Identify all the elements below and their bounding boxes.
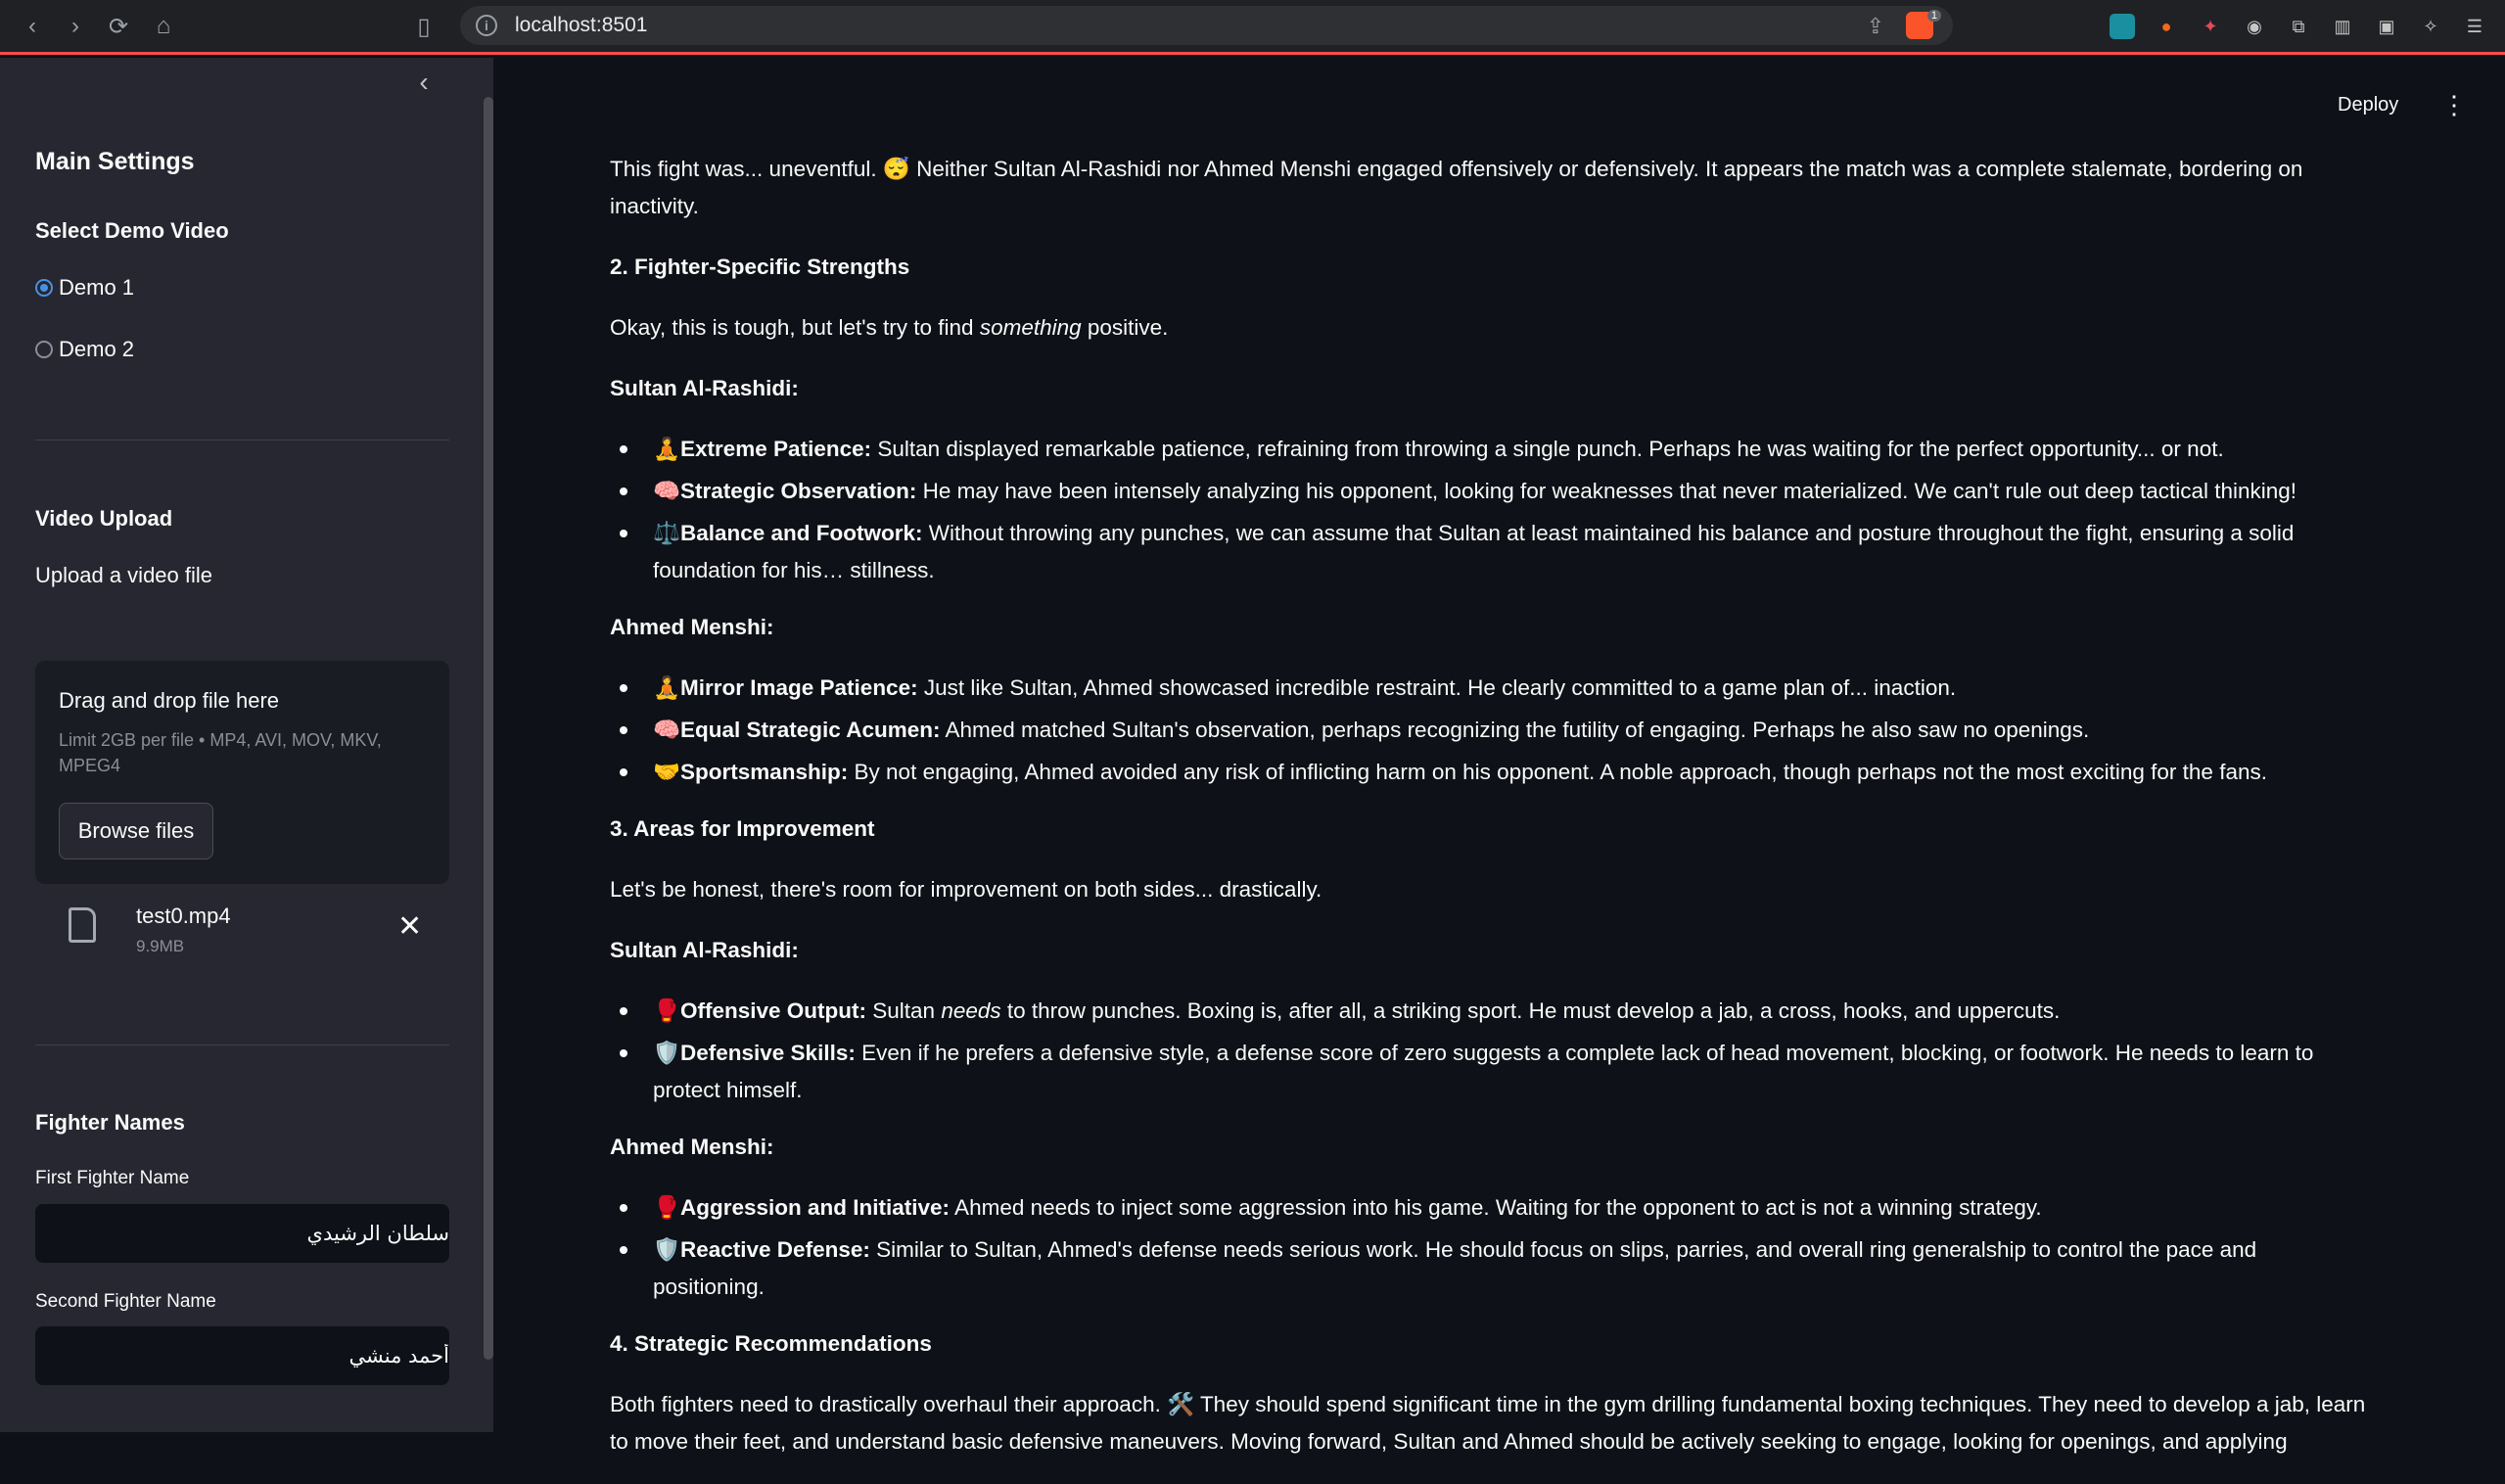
ahmed-improve-list <box>610 1189 2372 1306</box>
extensions-puzzle-icon[interactable]: ⧉ <box>2292 16 2305 36</box>
address-bar[interactable] <box>460 6 1953 45</box>
home-icon[interactable]: ⌂ <box>156 13 171 39</box>
fighter-heading: Ahmed Menshi: <box>610 1135 774 1159</box>
sidebar <box>0 58 493 1432</box>
upload-label: Upload a video file <box>35 563 213 587</box>
fighter-heading: Sultan Al-Rashidi: <box>610 938 799 962</box>
sidebar-toggle-icon[interactable]: ▥ <box>2334 16 2351 36</box>
main-menu-icon[interactable]: ⋮ <box>2441 90 2467 119</box>
boxing-glove-icon: 🥊 <box>653 1195 681 1221</box>
main-settings-heading: Main Settings <box>35 148 195 175</box>
list-item: 🧘Extreme Patience: Sultan displayed remarkable patience, refraining from throwing a single punch. Perhaps he was waiting for the perfect opportunity... or not. <box>610 431 2372 468</box>
meditation-icon: 🧘 <box>653 437 681 462</box>
divider <box>35 440 449 441</box>
fighter-heading: Ahmed Menshi: <box>610 615 774 639</box>
shield-icon: 🛡️ <box>653 1237 681 1263</box>
second-fighter-input[interactable] <box>35 1326 449 1385</box>
extension-4-icon[interactable]: ◉ <box>2247 16 2262 36</box>
reload-icon[interactable]: ⟳ <box>108 13 129 40</box>
ahmed-strengths-list <box>610 670 2372 791</box>
file-dropzone[interactable] <box>35 661 449 884</box>
section-heading: 3. Areas for Improvement <box>610 816 875 841</box>
sultan-strengths-list <box>610 431 2372 589</box>
file-size: 9.9MB <box>136 937 185 955</box>
list-item: 🧘Mirror Image Patience: Just like Sultan, Ahmed showcased incredible restraint. He clearly committed to a game plan of... inaction. <box>610 670 2372 707</box>
remove-file-icon[interactable]: ✕ <box>397 910 423 943</box>
file-name: test0.mp4 <box>136 904 231 928</box>
file-icon <box>69 907 96 943</box>
handshake-icon: 🤝 <box>653 760 681 785</box>
shield-icon: 🛡️ <box>653 1041 681 1066</box>
fighter-names-heading: Fighter Names <box>35 1110 185 1135</box>
select-demo-label: Select Demo Video <box>35 218 229 243</box>
share-icon[interactable]: ⇪ <box>1866 14 1884 38</box>
list-item: 🧠Strategic Observation: He may have been intensely analyzing his opponent, looking for weaknesses that never materialized. We can't rule out deep tactical thinking! <box>610 473 2372 510</box>
paragraph: Let's be honest, there's room for improvement on both sides... drastically. <box>610 877 1322 902</box>
dropzone-limit: Limit 2GB per file • MP4, AVI, MOV, MKV, MPEG4 <box>59 730 382 775</box>
boxing-glove-icon: 🥊 <box>653 998 681 1024</box>
list-item: 🥊Aggression and Initiative: Ahmed needs to inject some aggression into his game. Waiting for the opponent to act is not a winning strategy. <box>610 1189 2372 1227</box>
back-icon[interactable]: ‹ <box>28 13 36 39</box>
sidebar-scrollbar[interactable] <box>484 97 493 1360</box>
list-item: 🥊Offensive Output: Sultan needs to throw punches. Boxing is, after all, a striking sport. He must develop a jab, a cross, hooks, and uppercuts. <box>610 993 2372 1030</box>
uploaded-file <box>35 896 449 964</box>
radio-label: Demo 1 <box>59 275 135 300</box>
sultan-improve-list <box>610 993 2372 1109</box>
paragraph: Both fighters need to drastically overhaul their approach. 🛠️ They should spend significant time in the gym drilling fundamental boxing techniques. They need to develop a jab, learn to move their feet, and understand basic defensive maneuvers. Moving forward, Sultan and Ahmed should be actively seeking to engage, looking for openings, and applying <box>610 1392 2366 1454</box>
list-item: 🤝Sportsmanship: By not engaging, Ahmed avoided any risk of inflicting harm on his opponent. A noble approach, though perhaps not the most exciting for the fans. <box>610 754 2372 791</box>
extension-1-icon[interactable] <box>2110 14 2135 39</box>
extension-3-icon[interactable]: ✦ <box>2203 16 2218 36</box>
divider <box>35 1044 449 1045</box>
section-heading: 2. Fighter-Specific Strengths <box>610 255 910 279</box>
first-fighter-input[interactable] <box>35 1204 449 1263</box>
paragraph: Okay, this is tough, but let's try to find something positive. <box>610 315 1169 340</box>
radio-selected-icon[interactable] <box>35 279 53 297</box>
deploy-button[interactable]: Deploy <box>2338 94 2399 116</box>
site-info-icon[interactable]: i <box>476 15 497 36</box>
browser-toolbar <box>0 0 2505 55</box>
radio-demo-1[interactable] <box>35 275 134 301</box>
wallet-icon[interactable]: ▣ <box>2378 16 2395 36</box>
section-heading: 4. Strategic Recommendations <box>610 1331 932 1356</box>
brave-badge: 1 <box>1927 10 1941 22</box>
bookmark-icon[interactable]: ▯ <box>417 13 431 40</box>
list-item: ⚖️Balance and Footwork: Without throwing any punches, we can assume that Sultan at least maintained his balance and posture throughout the fight, ensuring a solid foundation for his… stillness. <box>610 515 2372 589</box>
radio-label: Demo 2 <box>59 337 135 361</box>
extension-2-icon[interactable]: ● <box>2160 16 2172 36</box>
url-text: localhost:8501 <box>515 14 648 36</box>
brain-icon: 🧠 <box>653 479 681 504</box>
report-content <box>610 151 2372 1484</box>
list-item: 🛡️Reactive Defense: Similar to Sultan, Ahmed's defense needs serious work. He should focus on slips, parries, and overall ring generalship to control the pace and positioning. <box>610 1231 2372 1306</box>
dropzone-title: Drag and drop file here <box>59 688 280 713</box>
radio-unselected-icon[interactable] <box>35 341 53 358</box>
radio-demo-2[interactable] <box>35 337 134 362</box>
first-fighter-label: First Fighter Name <box>35 1168 190 1188</box>
balance-scale-icon: ⚖️ <box>653 521 681 546</box>
list-item: 🧠Equal Strategic Acumen: Ahmed matched Sultan's observation, perhaps recognizing the futility of engaging. Perhaps he also saw no openings. <box>610 712 2372 749</box>
second-fighter-label: Second Fighter Name <box>35 1291 216 1312</box>
browse-files-button[interactable]: Browse files <box>59 803 213 859</box>
collapse-sidebar-icon[interactable]: ‹ <box>419 67 429 97</box>
intro-text: This fight was... uneventful. 😴 Neither Sultan Al-Rashidi nor Ahmed Menshi engaged offensively or defensively. It appears the match was a complete stalemate, bordering on inactivity. <box>610 157 2303 218</box>
fighter-heading: Sultan Al-Rashidi: <box>610 376 799 400</box>
menu-icon[interactable]: ☰ <box>2466 16 2483 36</box>
leo-ai-icon[interactable]: ✧ <box>2423 16 2438 36</box>
meditation-icon: 🧘 <box>653 675 681 701</box>
forward-icon[interactable]: › <box>71 13 79 39</box>
video-upload-heading: Video Upload <box>35 506 173 531</box>
list-item: 🛡️Defensive Skills: Even if he prefers a defensive style, a defense score of zero suggests a complete lack of head movement, blocking, or footwork. He needs to learn to protect himself. <box>610 1035 2372 1109</box>
brain-icon: 🧠 <box>653 718 681 743</box>
